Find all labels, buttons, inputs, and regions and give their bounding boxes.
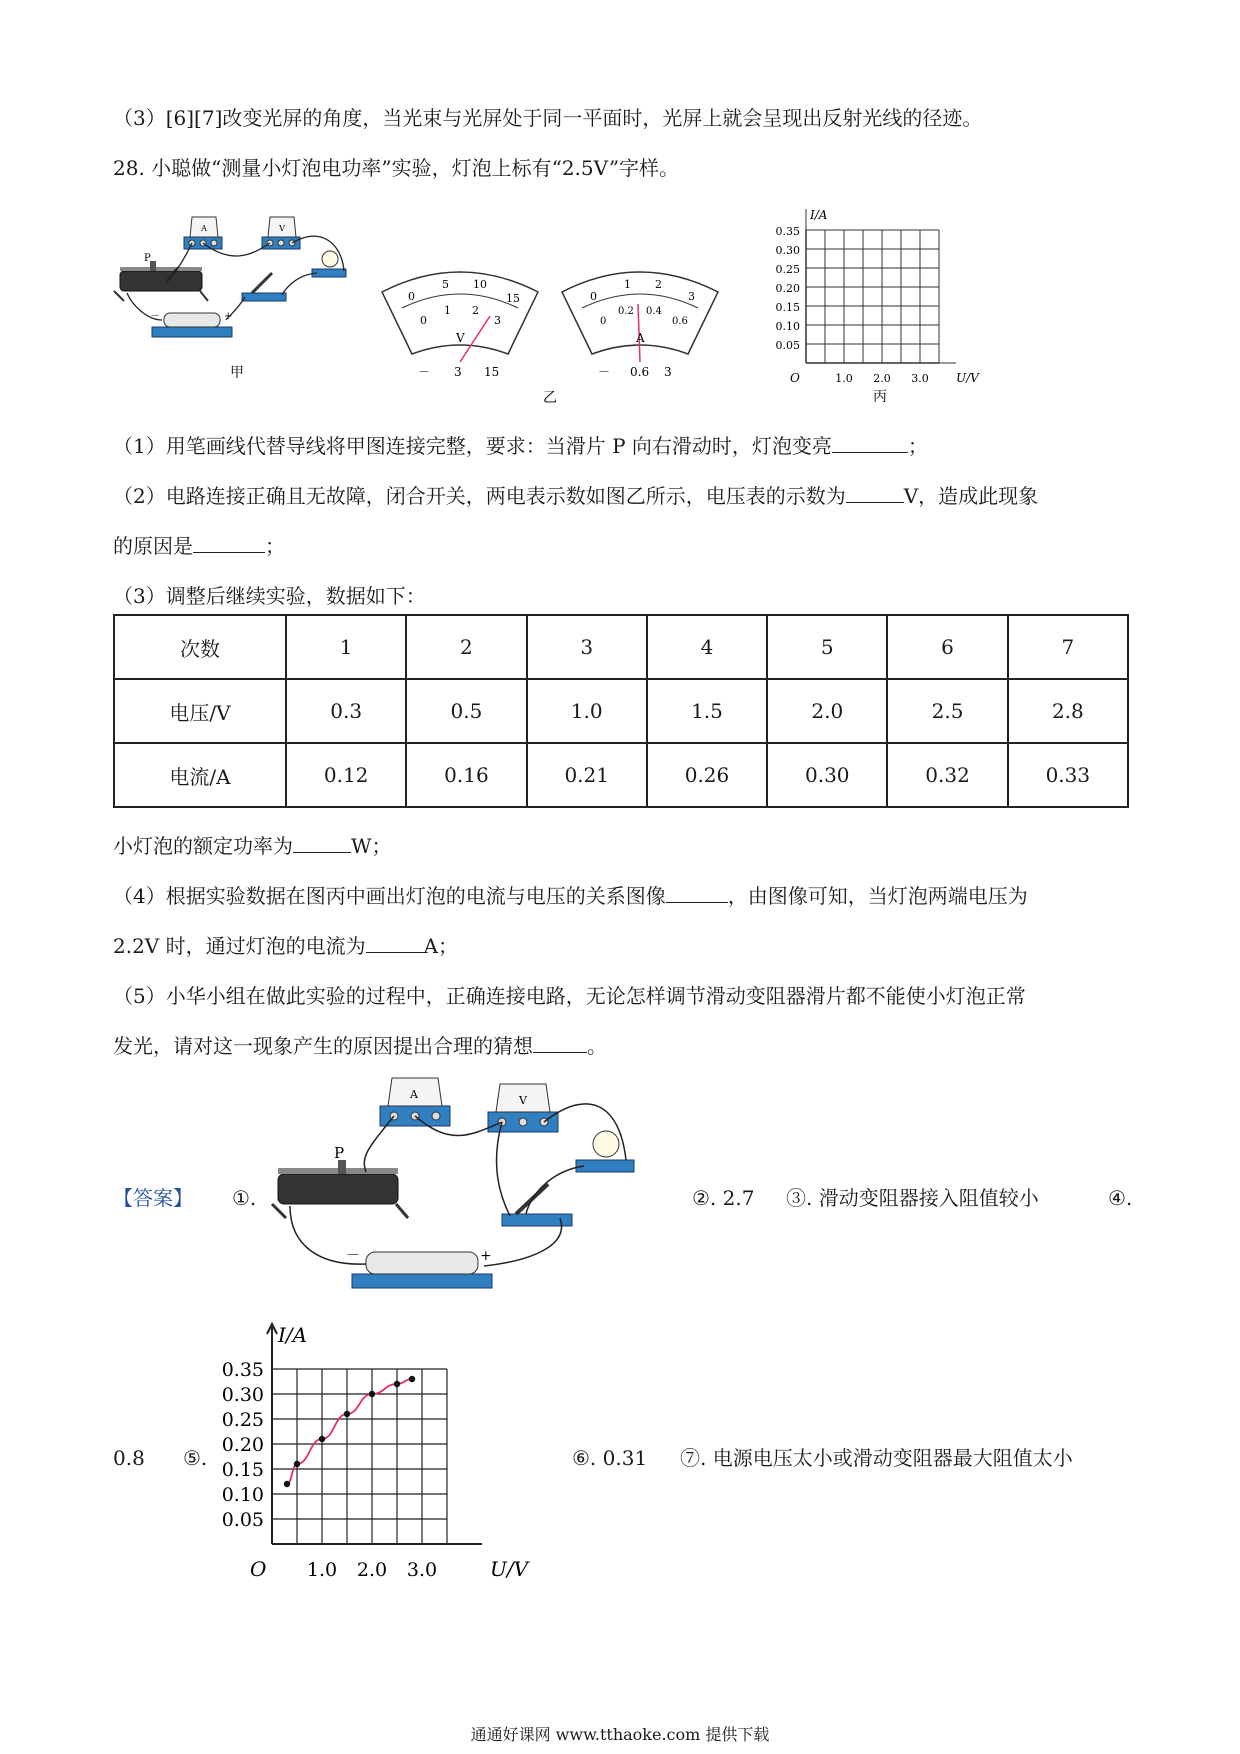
bing-xlabel: U/V (956, 371, 979, 385)
q28-part2-text2: V，造成此现象 (903, 484, 1039, 508)
bing-ytick: 0.20 (775, 282, 800, 295)
q28-part4-text3: 2.2V 时，通过灯泡的电流为 (113, 934, 366, 958)
answer-battery-plus: + (480, 1248, 492, 1264)
answer-6: ⑥. 0.31 (572, 1446, 648, 1470)
volt-outer-2: 10 (473, 278, 487, 291)
volt-term-3: 3 (454, 365, 462, 379)
ammeter-icon (380, 1078, 450, 1126)
answer-blank[interactable] (533, 1032, 587, 1053)
bing-ytick: 0.30 (775, 244, 800, 257)
bing-ylabel: I/A (810, 208, 828, 222)
table-cell: 0.16 (406, 743, 526, 807)
ammeter-dial (562, 272, 718, 379)
battery-minus-label: － (150, 311, 160, 322)
table-cell: 0.12 (286, 743, 406, 807)
bing-xtick: 1.0 (835, 372, 853, 385)
q28-part4-text2: ，由图像可知，当灯泡两端电压为 (727, 884, 1028, 908)
volt-unit: V (456, 331, 465, 345)
amp-inner-3: 0.6 (672, 316, 688, 327)
q28-part1 (113, 432, 928, 460)
chart-origin: O (250, 1557, 267, 1581)
volt-inner-2: 2 (472, 304, 479, 317)
answer-iu-graph (210, 1318, 540, 1588)
table-cell: 5 (767, 615, 887, 679)
q28-part3-after-text: 小灯泡的额定功率为 (113, 834, 293, 858)
table-cell: 电压/V (114, 679, 286, 743)
amp-unit: A (636, 331, 645, 345)
amp-inner-0: 0 (600, 316, 607, 327)
q28-part4-cont (113, 932, 458, 960)
chart-point (344, 1411, 350, 1417)
chart-point (294, 1461, 300, 1467)
caption-jia: 甲 (230, 365, 244, 381)
chart-point (369, 1391, 375, 1397)
switch-icon (242, 273, 286, 301)
battery-icon (150, 311, 232, 337)
q28-part2-cont (113, 532, 285, 560)
amp-outer-2: 2 (655, 278, 662, 291)
table-cell: 次数 (114, 615, 286, 679)
bing-ytick: 0.25 (775, 263, 800, 276)
table-cell: 6 (887, 615, 1007, 679)
table-cell: 0.5 (406, 679, 526, 743)
amp-term-minus: － (598, 365, 611, 379)
chart-ytick-label: 0.20 (221, 1434, 264, 1456)
voltmeter-label: V (279, 224, 285, 233)
table-cell: 4 (647, 615, 767, 679)
q28-part3: （3）调整后继续实验，数据如下： (113, 584, 426, 608)
answer-tag: 【答案】 (113, 1186, 193, 1210)
chart-xlabel: U/V (490, 1557, 529, 1581)
q28-part3-after (113, 832, 392, 860)
q28-part5-cont (113, 1032, 607, 1060)
volt-outer-0: 0 (408, 290, 415, 303)
table-cell: 0.33 (1008, 743, 1128, 807)
table-cell: 2.0 (767, 679, 887, 743)
table-cell: 2.8 (1008, 679, 1128, 743)
bing-xtick: 2.0 (873, 372, 891, 385)
table-cell: 0.32 (887, 743, 1007, 807)
volt-inner-0: 0 (420, 314, 427, 327)
empty-graph-bing (760, 205, 980, 405)
bing-ytick: 0.05 (775, 339, 800, 352)
data-table (113, 614, 1129, 808)
switch-icon (502, 1184, 572, 1226)
answer-ammeter-label: A (410, 1088, 418, 1101)
q28-part1-end: ； (907, 434, 928, 458)
bing-ytick: 0.10 (775, 320, 800, 333)
chart-ytick-label: 0.35 (221, 1359, 264, 1381)
chart-point (409, 1376, 415, 1382)
caption-bing: 丙 (873, 389, 887, 405)
caption-yi: 乙 (543, 390, 557, 406)
table-cell: 2.5 (887, 679, 1007, 743)
answer-blank[interactable] (846, 482, 904, 503)
q28-part5-end: 。 (587, 1034, 607, 1058)
table-cell: 2 (406, 615, 526, 679)
table-cell: 0.26 (647, 743, 767, 807)
q28-part4 (113, 882, 1028, 910)
q28-part5: （5）小华小组在做此实验的过程中，正确连接电路，无论怎样调节滑动变阻器滑片都不能使小灯泡正常 (113, 984, 1026, 1008)
amp-inner-1: 0.2 (618, 306, 634, 317)
bing-origin: O (790, 371, 800, 385)
bing-grid (806, 209, 956, 363)
q28-title: 28. 小聪做“测量小灯泡电功率”实验，灯泡上标有“2.5V”字样。 (113, 156, 680, 180)
answer-7: ⑦. 电源电压太小或滑动变阻器最大阻值太小 (680, 1446, 1073, 1470)
amp-outer-1: 1 (624, 278, 631, 291)
chart-ytick-label: 0.30 (221, 1384, 264, 1406)
chart-point (394, 1381, 400, 1387)
bing-ytick: 0.35 (775, 225, 800, 238)
answer-voltmeter-label: V (519, 1094, 527, 1107)
ammeter-label: A (201, 224, 207, 233)
chart-ylabel: I/A (278, 1323, 308, 1347)
q28-part3-after-end: W； (351, 834, 392, 858)
circuit-figure-jia (112, 215, 362, 405)
rheostat-icon (272, 1144, 408, 1218)
answer-blank[interactable] (193, 532, 265, 553)
table-row (114, 743, 1128, 807)
table-row (114, 615, 1128, 679)
volt-inner-1: 1 (444, 304, 451, 317)
q27-part3-text: （3）[6][7]改变光屏的角度，当光束与光屏处于同一平面时，光屏上就会呈现出反射光线的径迹。 (113, 106, 983, 130)
q28-part4-text: （4）根据实验数据在图丙中画出灯泡的电流与电压的关系图像 (113, 884, 666, 908)
answer-2: ②. 2.7 (692, 1186, 755, 1210)
bing-ytick: 0.15 (775, 301, 800, 314)
chart-ytick-label: 0.25 (221, 1409, 264, 1431)
meters-figure-yi (380, 262, 740, 412)
answer-circuit (270, 1076, 660, 1306)
answer-3: ③. 滑动变阻器接入阻值较小 (786, 1186, 1039, 1210)
rheostat-icon (114, 253, 208, 301)
volt-term-minus: － (418, 365, 431, 379)
answer-blank[interactable] (666, 882, 728, 903)
amp-inner-2: 0.4 (646, 306, 662, 317)
chart-xtick-label: 2.0 (356, 1559, 388, 1581)
q28-part5-text2: 发光，请对这一现象产生的原因提出合理的猜想 (113, 1034, 533, 1058)
amp-term-3: 3 (664, 365, 672, 379)
answer-blank[interactable] (366, 932, 424, 953)
chart-xtick-label: 3.0 (406, 1559, 438, 1581)
volt-inner-3: 3 (494, 314, 501, 327)
amp-term-06: 0.6 (630, 365, 650, 379)
answer-1-label: ①. (232, 1186, 257, 1210)
voltmeter-icon (488, 1084, 558, 1132)
table-row (114, 679, 1128, 743)
q28-part2-text: （2）电路连接正确且无故障，闭合开关，两电表示数如图乙所示，电压表的示数为 (113, 484, 846, 508)
table-cell: 0.30 (767, 743, 887, 807)
answer-blank[interactable] (832, 432, 908, 453)
slider-p-label: P (144, 253, 151, 264)
volt-term-15: 15 (484, 365, 500, 379)
table-cell: 1.0 (527, 679, 647, 743)
answer-5-label: ⑤. (183, 1446, 208, 1470)
answer-blank[interactable] (293, 832, 351, 853)
voltmeter-dial (382, 272, 538, 379)
chart-ytick-label: 0.05 (221, 1509, 264, 1531)
table-cell: 0.21 (527, 743, 647, 807)
volt-outer-3: 15 (506, 292, 520, 305)
battery-icon (346, 1248, 492, 1288)
table-cell: 1.5 (647, 679, 767, 743)
chart-point (284, 1481, 290, 1487)
ammeter-icon (184, 217, 222, 249)
answer-battery-minus: － (346, 1248, 360, 1264)
amp-outer-0: 0 (590, 290, 597, 303)
bing-xtick: 3.0 (911, 372, 929, 385)
table-cell: 3 (527, 615, 647, 679)
page-footer: 通通好课网 www.tthaoke.com 提供下载 (470, 1725, 770, 1744)
answer-4-value: 0.8 (113, 1446, 145, 1470)
amp-outer-3: 3 (688, 290, 695, 303)
table-cell: 0.3 (286, 679, 406, 743)
chart-ytick-label: 0.10 (221, 1484, 264, 1506)
q28-part2-end: ； (265, 534, 285, 558)
chart-series-line (287, 1379, 412, 1484)
chart-ytick-label: 0.15 (221, 1459, 264, 1481)
volt-outer-1: 5 (442, 278, 449, 291)
q28-part2-text3: 的原因是 (113, 534, 193, 558)
battery-plus-label: + (224, 311, 233, 322)
q28-part4-end: A； (423, 934, 459, 958)
q28-part1-text: （1）用笔画线代替导线将甲图连接完整，要求：当滑片 P 向右滑动时，灯泡变亮 (113, 434, 832, 458)
answer-slider-label: P (334, 1144, 345, 1162)
q28-part2 (113, 482, 1038, 510)
table-cell: 电流/A (114, 743, 286, 807)
table-cell: 7 (1008, 615, 1128, 679)
chart-point (319, 1436, 325, 1442)
chart-xtick-label: 1.0 (306, 1559, 338, 1581)
answer-4-label: ④. (1108, 1186, 1133, 1210)
table-cell: 1 (286, 615, 406, 679)
